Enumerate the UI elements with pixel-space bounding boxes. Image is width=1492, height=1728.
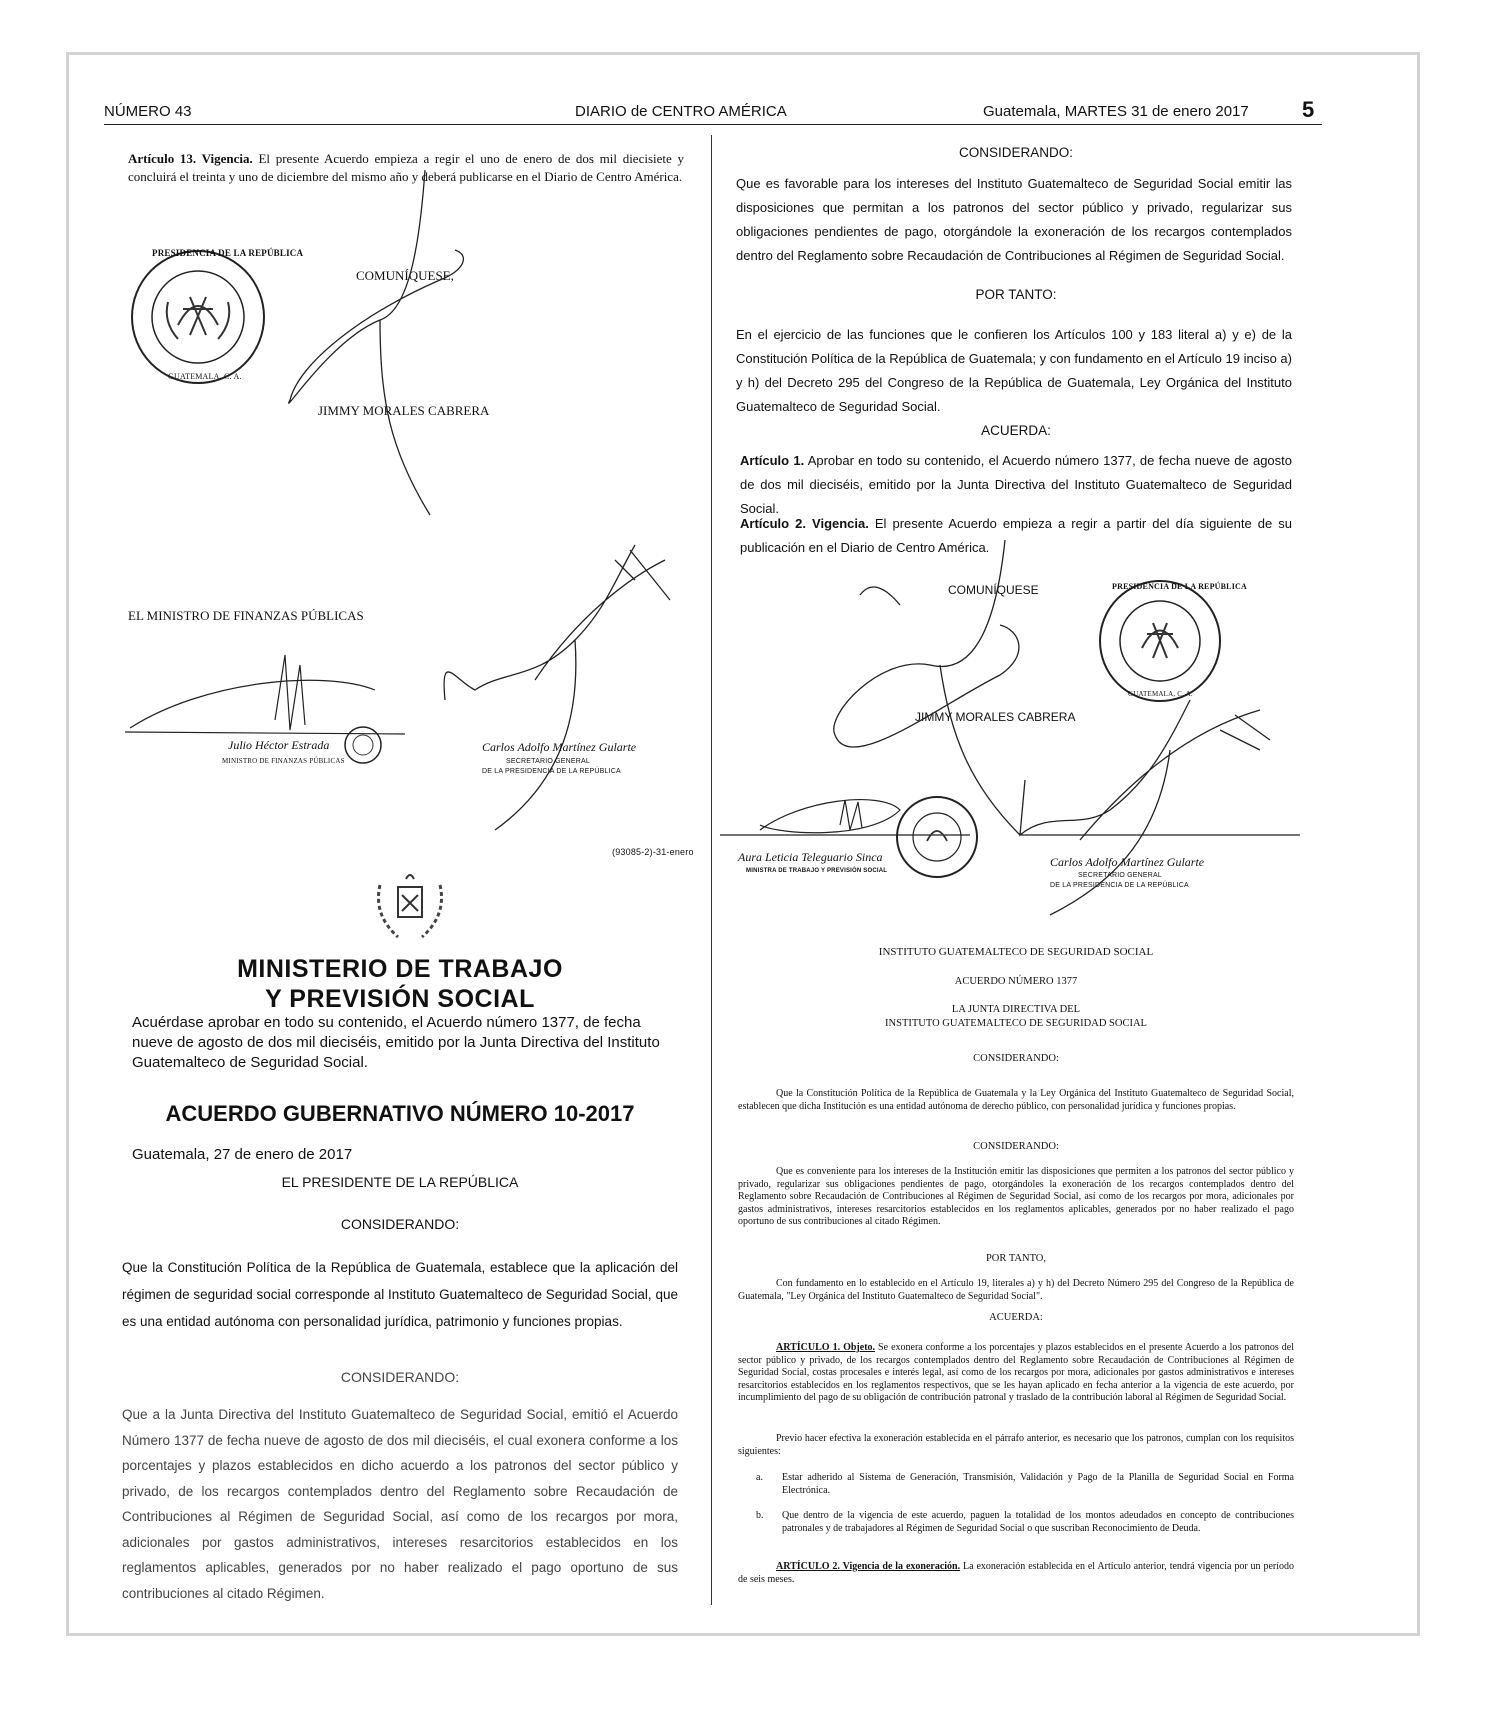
finance-sig-name: Julio Héctor Estrada [228,738,330,752]
finance-minister-label: EL MINISTRO DE FINANZAS PÚBLICAS [128,608,364,623]
por-tanto-right-text: En el ejercicio de las funciones que le confieren los Artículos 100 y 183 literal a) y e) de la Constitución Política de la República de Guatemala; y con fundamento en el Artículo 19 inciso a) y h) del Decreto 295 del Congreso de la República de Guatemala, Ley Orgánica del Instituto Guatemalteco de Seguridad Social. [736,327,1292,414]
igss-por-tanto: POR TANTO, [985,1253,1047,1264]
article-2-text: El presente Acuerdo empieza a regir a partir del día siguiente de su publicación en el Diario de Centro América. [740,516,1292,555]
igss-article-1-lead: ARTÍCULO 1. Objeto. [776,1342,876,1353]
secretary-sig-title2-right: DE LA PRESIDENCIA DE LA REPÚBLICA [1050,882,1189,889]
igss-board-line1: LA JUNTA DIRECTIVA DEL [951,1004,1081,1015]
presidency-seal-right [1097,578,1223,704]
considerando-right: CONSIDERANDO: [958,145,1073,160]
igss-considerando-1-text: Que la Constitución Política de la República de Guatemala y la Ley Orgánica del Instituto Guatemalteco de Seguridad Social, establecen que dicha Institución es una entidad autónoma de derecho público, con personalidad jurídica y funciones propias. [738,1088,1294,1112]
comuniquese-left: COMUNÍQUESE, [356,268,454,283]
secretary-sig-name-left: Carlos Adolfo Martínez Gularte [482,740,637,754]
seal-text-right: PRESIDENCIA DE LA REPÚBLICA [1112,582,1247,591]
secretary-sig-title1-right: SECRETARIO GENERAL [1078,872,1162,879]
finance-seal-icon [343,725,383,765]
seal-text-left: PRESIDENCIA DE LA REPÚBLICA [152,248,304,258]
igss-article-1 [738,1342,1294,1405]
por-tanto-right: POR TANTO: [975,287,1057,302]
igss-item-b: Que dentro de la vigencia de este acuerdo, paguen la totalidad de los montos adeudados en concepto de contribuciones patronales y de trabajadores al Régimen de Seguridad Social o que suscriban Reconocimiento de Deuda. [782,1510,1294,1534]
article-1-lead: Artículo 1. [740,453,805,468]
column-divider [711,135,712,1605]
decree-title: ACUERDO GUBERNATIVO NÚMERO 10-2017 [165,1101,635,1126]
secretary-signature-left [435,540,695,840]
issuer: EL PRESIDENTE DE LA REPÚBLICA [281,1174,519,1190]
ministry-title-line1: MINISTERIO DE TRABAJO [237,955,563,983]
secretary-sig-title1-left: SECRETARIO GENERAL [506,758,590,765]
igss-considerando-2: CONSIDERANDO: [973,1141,1059,1152]
considerando-right-text: Que es favorable para los intereses del Instituto Guatemalteco de Seguridad Social emitir las disposiciones que permitan a los patronos del sector público y privado, regularizar sus obligaciones pendientes de pago, otorgándole la exoneración de los recargos contemplados dentro del Reglamento sobre Recaudación de Contribuciones al Régimen de Seguridad Social. [736,176,1292,263]
igss-item-a: Estar adherido al Sistema de Generación, Transmisión, Validación y Pago de la Planilla de Seguridad Social en Forma Electrónica. [782,1472,1294,1496]
president-name-left: JIMMY MORALES CABRERA [318,403,490,418]
igss-considerando-1: CONSIDERANDO: [973,1053,1059,1064]
issue-date: Guatemala, MARTES 31 de enero 2017 [983,103,1249,120]
considerando-1-left: CONSIDERANDO: [340,1216,460,1232]
considerando-2-text: Que a la Junta Directiva del Instituto Guatemalteco de Seguridad Social, emitió el Acuerdo Número 1377 de fecha nueve de agosto de dos mil dieciséis, el cual exonera conforme a los porcentajes y plazos establecidos en dicho acuerdo a los patronos del sector público y privado, de los recargos contemplados dentro del Reglamento sobre Recaudación de Contribuciones al Régimen de Seguridad Social, así como de los recargos por mora, adicionales por gastos administrativos, intereses resarcitorios establecidos en los reglamentos aplicables, generados por no haber realizado el pago oportuno de sus contribuciones al citado Régimen. [122,1407,678,1601]
igss-item-a-marker: a. [756,1472,763,1483]
decree-date: Guatemala, 27 de enero de 2017 [132,1146,353,1163]
igss-article-2-text: La exoneración establecida en el Artículo anterior, tendrá vigencia por un período de seis meses. [738,1561,1294,1585]
newspaper-name: DIARIO de CENTRO AMÉRICA [575,103,787,120]
seal-bottom-left: GUATEMALA, C. A. [168,372,242,381]
igss-considerando-2-text: Que es conveniente para los intereses de la Institución emitir las disposiciones que permiten a los patronos del sector público y privado, regularizar sus obligaciones pendientes de pago, otorgándoles la exoneración de los recargos contemplados dentro del Reglamento sobre Recaudación de Contribuciones al Régimen de Seguridad Social, así como de los recargos por mora, adicionales por gastos administrativos, intereses resarcitorios establecidos en los reglamentos aplicables, generados por no haber realizado el pago oportuno de sus contribuciones al citado Régimen. [738,1166,1294,1227]
article-1-text: Aprobar en todo su contenido, el Acuerdo número 1377, de fecha nueve de agosto de dos mil dieciséis, emitido por la Junta Directiva del Instituto Guatemalteco de Seguridad Social. [740,453,1292,516]
ministry-title-line2: Y PREVISIÓN SOCIAL [265,985,535,1013]
article-2-lead: Artículo 2. Vigencia. [740,516,869,531]
igss-item-b-marker: b. [756,1510,764,1521]
igss-board-line2: INSTITUTO GUATEMALTECO DE SEGURIDAD SOCIAL [885,1018,1147,1029]
page-number: 5 [1302,97,1315,122]
decree-summary: Acuérdase aprobar en todo su contenido, el Acuerdo número 1377, de fecha nueve de agosto de dos mil dieciséis, emitido por la Junta Directiva del Instituto Guatemalteco de Seguridad Social. [132,1014,660,1071]
igss-acuerda: ACUERDA: [989,1312,1043,1323]
header-rule [104,124,1322,125]
considerando-2-left: CONSIDERANDO: [340,1369,460,1385]
considerando-1-text: Que la Constitución Política de la República de Guatemala, establece que la aplicación del régimen de seguridad social corresponde al Instituto Guatemalteco de Seguridad Social, que es una entidad autónoma con personalidad jurídica, patrimonio y funciones propias. [122,1260,678,1329]
labor-sig-name: Aura Leticia Teleguario Sinca [738,850,883,864]
labor-sig-title: MINISTRA DE TRABAJO Y PREVISIÓN SOCIAL [746,868,888,874]
secretary-sig-name-right: Carlos Adolfo Martínez Gularte [1050,855,1205,869]
finance-sig-title: MINISTRO DE FINANZAS PÚBLICAS [222,757,345,765]
president-signature-left [270,160,490,520]
igss-acuerdo-number: ACUERDO NÚMERO 1377 [954,976,1078,987]
article-13-lead: Artículo 13. Vigencia. [128,151,253,166]
labor-ministry-seal [895,795,979,879]
igss-article-2 [738,1561,1294,1586]
igss-article-1-text: Se exonera conforme a los porcentajes y plazos establecidos en el presente Acuerdo a los patronos del sector público y privado, de los recargos contemplados dentro del Reglamento sobre Recaudación de Contribuciones al Régimen de Seguridad Social, costas procesales e interés legal, así como de los recargos por mora, adicionales por gastos administrativos e intereses resarcitorios establecidos en los reglamentos respectivos, que se les hayan aplicado en fecha anterior a la vigencia de este acuerdo, por incumplimiento del pago de su obligación de contribución patronal y traslado de la contribución laboral al Régimen de Seguridad Social. [738,1342,1294,1403]
igss-article-2-lead: ARTÍCULO 2. Vigencia de la exoneración. [776,1561,961,1572]
article-13-text: El presente Acuerdo empieza a regir el uno de enero de dos mil diecisiete y concluirá el treinta y uno de diciembre del mismo año y deberá publicarse en el Diario de Centro América. [128,151,684,184]
article-1-right [740,449,1292,521]
secretary-sig-title2-left: DE LA PRESIDENCIA DE LA REPÚBLICA [482,768,621,775]
igss-heading: INSTITUTO GUATEMALTECO DE SEGURIDAD SOCIAL [878,946,1154,958]
acuerda-right: ACUERDA: [981,423,1051,438]
igss-por-tanto-text: Con fundamento en lo establecido en el Artículo 19, literales a) y h) del Decreto Número 295 del Congreso de la República de Guatemala, "Ley Orgánica del Instituto Guatemalteco de Seguridad Social". [738,1278,1294,1302]
igss-requirements-intro: Previo hacer efectiva la exoneración establecida en el párrafo anterior, es necesario que los patronos, cumplan con los requisitos siguientes: [738,1433,1294,1457]
president-name-right: JIMMY MORALES CABRERA [915,710,1076,724]
issue-number: NÚMERO 43 [104,103,192,120]
coat-of-arms-icon [368,865,452,945]
publication-ref: (93085-2)-31-enero [612,847,694,857]
comuniquese-right: COMUNÍQUESE [948,583,1039,597]
seal-bottom-right: GUATEMALA, C. A. [1128,690,1193,698]
presidency-seal [128,247,268,387]
